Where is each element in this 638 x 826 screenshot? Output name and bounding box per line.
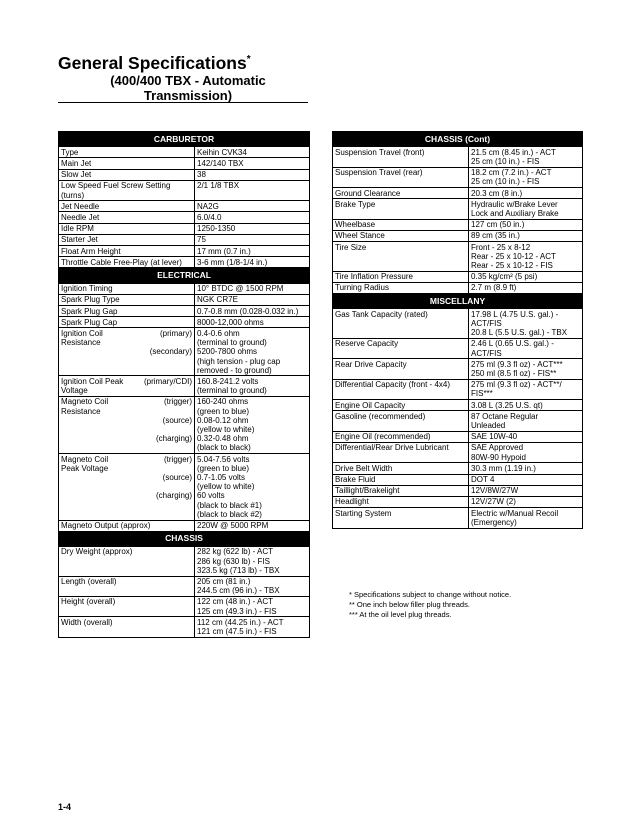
spec-value bbox=[469, 496, 583, 507]
spec-text: FIS*** bbox=[471, 389, 493, 399]
spec-row bbox=[333, 508, 583, 528]
spec-text: Main Jet bbox=[61, 158, 92, 168]
spec-text: 20.8 L (5.5 U.S. gal.) - TBX bbox=[471, 328, 568, 338]
spec-row bbox=[333, 411, 583, 431]
page-number: 1-4 bbox=[58, 802, 72, 812]
spec-value bbox=[195, 223, 310, 234]
spec-text: (black to black) bbox=[197, 443, 251, 453]
spec-value bbox=[195, 283, 310, 294]
spec-text: 127 cm (50 in.) bbox=[471, 220, 525, 230]
spec-value bbox=[195, 617, 310, 637]
spec-text: 275 ml (9.3 fl oz) - ACT*** bbox=[471, 359, 563, 369]
spec-text: 0.08-0.12 ohm bbox=[197, 415, 249, 425]
spec-text: (black to black #2) bbox=[197, 509, 262, 519]
spec-text: Suspension Travel (front) bbox=[335, 147, 425, 157]
spec-text: Rear - 25 x 10-12 - ACT bbox=[471, 251, 556, 261]
spec-row bbox=[333, 474, 583, 485]
section-heading-row bbox=[333, 294, 583, 309]
section-heading: CHASSIS bbox=[59, 531, 310, 546]
spec-text: ACT/FIS bbox=[471, 348, 502, 358]
spec-text: Headlight bbox=[335, 497, 369, 507]
title-footnote-mark: * bbox=[246, 54, 251, 65]
spec-text: Turning Radius bbox=[335, 283, 389, 293]
spec-row bbox=[59, 317, 310, 328]
spec-label bbox=[59, 246, 195, 257]
spec-label bbox=[333, 496, 469, 507]
spec-text: Resistance bbox=[61, 338, 101, 348]
spec-text: 75 bbox=[197, 235, 206, 245]
spec-row bbox=[59, 294, 310, 305]
spec-value bbox=[469, 338, 583, 358]
spec-value bbox=[469, 219, 583, 230]
spec-value bbox=[469, 271, 583, 282]
spec-row bbox=[333, 485, 583, 496]
spec-row bbox=[333, 282, 583, 293]
spec-text: Starting System bbox=[335, 508, 392, 518]
spec-text: (yellow to white) bbox=[197, 482, 255, 492]
spec-text: Drive Belt Width bbox=[335, 463, 393, 473]
spec-text: (high tension - plug cap bbox=[197, 356, 281, 366]
spec-label bbox=[59, 617, 195, 637]
spec-text: 25 cm (10 in.) - FIS bbox=[471, 156, 540, 166]
spec-label bbox=[59, 294, 195, 305]
spec-label bbox=[333, 400, 469, 411]
spec-row bbox=[59, 147, 310, 158]
spec-row bbox=[59, 201, 310, 212]
spec-text: Unleaded bbox=[471, 420, 506, 430]
spec-text: 122 cm (48 in.) - ACT bbox=[197, 597, 274, 607]
spec-value bbox=[195, 520, 310, 531]
spec-text: 38 bbox=[197, 170, 206, 180]
spec-row bbox=[59, 454, 310, 520]
spec-text: SAE Approved bbox=[471, 443, 524, 453]
page-title: General Specifications* bbox=[58, 52, 251, 73]
spec-value bbox=[195, 294, 310, 305]
spec-text: removed - to ground) bbox=[197, 365, 272, 375]
spec-value bbox=[195, 257, 310, 268]
spec-text: (Emergency) bbox=[471, 517, 517, 527]
spec-label bbox=[59, 257, 195, 268]
spec-label bbox=[333, 411, 469, 431]
spec-text: Differential Capacity (front - 4x4) bbox=[335, 380, 451, 390]
spec-value bbox=[195, 246, 310, 257]
spec-text: Rear Drive Capacity bbox=[335, 359, 407, 369]
spec-text: (source) bbox=[162, 473, 192, 482]
section-heading-row bbox=[59, 268, 310, 283]
spec-text: 205 cm (81 in.) bbox=[197, 577, 251, 587]
spec-text: ACT/FIS bbox=[471, 318, 502, 328]
spec-value bbox=[195, 576, 310, 596]
spec-text: Peak Voltage bbox=[61, 463, 109, 473]
spec-label bbox=[59, 180, 195, 200]
spec-text: Resistance bbox=[61, 406, 101, 416]
right-spec-table bbox=[332, 131, 583, 529]
spec-row bbox=[333, 400, 583, 411]
spec-text: Jet Needle bbox=[61, 201, 100, 211]
spec-value bbox=[469, 199, 583, 219]
spec-label bbox=[59, 576, 195, 596]
spec-row bbox=[59, 212, 310, 223]
spec-text: (terminal to ground) bbox=[197, 386, 267, 396]
spec-text: 89 cm (35 in.) bbox=[471, 231, 520, 241]
spec-text: 323.5 kg (713 lb) - TBX bbox=[197, 565, 280, 575]
left-spec-table bbox=[58, 131, 310, 638]
spec-text: 3.08 L (3.25 U.S. qt) bbox=[471, 400, 543, 410]
spec-text: Slow Jet bbox=[61, 170, 92, 180]
spec-text: Type bbox=[61, 147, 79, 157]
spec-value bbox=[469, 282, 583, 293]
spec-text: Tire Inflation Pressure bbox=[335, 272, 413, 282]
spec-value bbox=[469, 474, 583, 485]
spec-text: Wheel Stance bbox=[335, 231, 385, 241]
spec-label bbox=[333, 338, 469, 358]
spec-value bbox=[469, 400, 583, 411]
section-heading: MISCELLANY bbox=[333, 294, 583, 309]
spec-value bbox=[469, 359, 583, 379]
spec-row bbox=[333, 338, 583, 358]
spec-text: Ignition Timing bbox=[61, 284, 113, 294]
spec-text: Spark Plug Cap bbox=[61, 317, 118, 327]
spec-row bbox=[333, 147, 583, 167]
spec-label bbox=[59, 376, 195, 396]
spec-row bbox=[59, 376, 310, 396]
spec-value bbox=[469, 188, 583, 199]
spec-label bbox=[333, 485, 469, 496]
left-spec-body bbox=[59, 132, 310, 638]
spec-label bbox=[59, 283, 195, 294]
spec-text: 0.7-1.05 volts bbox=[197, 473, 246, 482]
spec-text: Keihin CVK34 bbox=[197, 147, 247, 157]
spec-label bbox=[59, 147, 195, 158]
spec-row bbox=[333, 230, 583, 241]
spec-text: Differential/Rear Drive Lubricant bbox=[335, 443, 449, 453]
spec-text: 0.4-0.6 ohm bbox=[197, 328, 240, 338]
spec-value bbox=[195, 158, 310, 169]
spec-text: Spark Plug Type bbox=[61, 295, 120, 305]
spec-text: 2/1 1/8 TBX bbox=[197, 181, 240, 191]
spec-label bbox=[59, 212, 195, 223]
spec-label bbox=[59, 520, 195, 531]
spec-text: Brake Type bbox=[335, 199, 376, 209]
spec-text: 275 ml (9.3 fl oz) - ACT**/ bbox=[471, 380, 562, 390]
spec-text: Rear - 25 x 10-12 - FIS bbox=[471, 260, 553, 270]
spec-label bbox=[333, 147, 469, 167]
spec-value bbox=[195, 328, 310, 376]
spec-label bbox=[333, 167, 469, 187]
spec-row bbox=[59, 283, 310, 294]
spec-label bbox=[59, 454, 195, 520]
spec-row bbox=[59, 576, 310, 596]
spec-text: 286 kg (630 lb) - FIS bbox=[197, 556, 270, 566]
spec-row bbox=[333, 242, 583, 272]
spec-text: 160-240 ohms bbox=[197, 397, 249, 407]
spec-value bbox=[469, 379, 583, 399]
spec-row bbox=[59, 234, 310, 245]
spec-text: Wheelbase bbox=[335, 220, 376, 230]
spec-text: Ignition Coil bbox=[61, 328, 103, 338]
spec-text: (green to blue) bbox=[197, 406, 250, 416]
spec-value bbox=[195, 317, 310, 328]
spec-label bbox=[59, 396, 195, 453]
spec-row bbox=[333, 167, 583, 187]
spec-value bbox=[195, 234, 310, 245]
spec-text: 10° BTDC @ 1500 RPM bbox=[197, 284, 284, 294]
spec-value bbox=[195, 454, 310, 520]
spec-value bbox=[469, 485, 583, 496]
spec-label bbox=[59, 169, 195, 180]
spec-row bbox=[59, 596, 310, 616]
section-heading: CHASSIS (Cont) bbox=[333, 132, 583, 147]
spec-text: 12V/8W/27W bbox=[471, 486, 519, 496]
spec-value bbox=[469, 431, 583, 442]
spec-text: (trigger) bbox=[163, 397, 192, 407]
spec-label bbox=[59, 306, 195, 317]
spec-value bbox=[469, 147, 583, 167]
spec-label bbox=[59, 201, 195, 212]
footnote: *** At the oil level plug threads. bbox=[349, 610, 452, 619]
spec-text: 0.32-0.48 ohm bbox=[197, 434, 249, 444]
spec-text: (charging) bbox=[155, 434, 192, 444]
spec-row bbox=[333, 379, 583, 399]
spec-text: Engine Oil (recommended) bbox=[335, 432, 431, 442]
spec-text: Needle Jet bbox=[61, 212, 100, 222]
spec-value bbox=[469, 411, 583, 431]
spec-text: Low Speed Fuel Screw Setting (turns) bbox=[61, 181, 171, 200]
spec-text: Gasoline (recommended) bbox=[335, 411, 426, 421]
spec-value bbox=[469, 242, 583, 272]
spec-value bbox=[195, 596, 310, 616]
spec-value bbox=[195, 212, 310, 223]
spec-text: 282 kg (622 lb) - ACT bbox=[197, 547, 274, 557]
spec-label bbox=[333, 309, 469, 339]
spec-row bbox=[333, 496, 583, 507]
spec-row bbox=[59, 617, 310, 637]
spec-text: (charging) bbox=[155, 491, 192, 501]
spec-label bbox=[59, 234, 195, 245]
spec-label bbox=[59, 596, 195, 616]
spec-text: Length (overall) bbox=[61, 577, 117, 587]
spec-text: 112 cm (44.25 in.) - ACT bbox=[197, 617, 284, 627]
spec-text: Width (overall) bbox=[61, 617, 113, 627]
spec-row bbox=[59, 328, 310, 376]
spec-text: 12V/27W (2) bbox=[471, 497, 516, 507]
spec-text: 2.7 m (8.9 ft) bbox=[471, 283, 517, 293]
spec-value bbox=[195, 169, 310, 180]
page-subtitle: (400/400 TBX - Automatic Transmission) bbox=[110, 72, 266, 103]
spec-text: 80W-90 Hypoid bbox=[471, 452, 526, 462]
spec-label bbox=[333, 431, 469, 442]
spec-text: Tire Size bbox=[335, 242, 367, 252]
title-rule bbox=[58, 102, 308, 103]
section-heading-row bbox=[333, 132, 583, 147]
spec-text: Brake Fluid bbox=[335, 475, 376, 484]
spec-row bbox=[333, 199, 583, 219]
spec-label bbox=[333, 379, 469, 399]
spec-label bbox=[59, 546, 195, 576]
spec-text: Throttle Cable Free-Play (at lever) bbox=[61, 257, 182, 267]
spec-row bbox=[59, 546, 310, 576]
spec-value bbox=[195, 180, 310, 200]
spec-text: 0.7-0.8 mm (0.028-0.032 in.) bbox=[197, 306, 299, 316]
spec-text: (secondary) bbox=[149, 347, 192, 357]
spec-text: (source) bbox=[162, 415, 192, 425]
spec-label bbox=[333, 230, 469, 241]
spec-text: Lock and Auxiliary Brake bbox=[471, 208, 559, 218]
spec-text: (green to blue) bbox=[197, 463, 250, 473]
spec-value bbox=[469, 508, 583, 528]
spec-text: (yellow to white) bbox=[197, 424, 255, 434]
spec-text: 160.8-241.2 volts bbox=[197, 376, 259, 386]
spec-row bbox=[59, 520, 310, 531]
title-block bbox=[58, 50, 308, 103]
spec-row bbox=[59, 396, 310, 453]
spec-text: 250 ml (8.5 fl oz) - FIS** bbox=[471, 368, 557, 378]
spec-label bbox=[333, 508, 469, 528]
section-heading-row bbox=[59, 132, 310, 147]
footnote: * Specifications subject to change without notice. bbox=[349, 590, 512, 599]
spec-text: Gas Tank Capacity (rated) bbox=[335, 309, 428, 319]
spec-text: 20.3 cm (8 in.) bbox=[471, 188, 523, 198]
spec-row bbox=[59, 169, 310, 180]
spec-label bbox=[59, 317, 195, 328]
spec-text: Taillight/Brakelight bbox=[335, 486, 400, 496]
spec-text: Hydraulic w/Brake Lever bbox=[471, 199, 558, 209]
spec-text: Height (overall) bbox=[61, 597, 116, 607]
spec-text: Ground Clearance bbox=[335, 188, 401, 198]
spec-label bbox=[333, 219, 469, 230]
spec-text: 17.98 L (4.75 U.S. gal.) - bbox=[471, 309, 559, 319]
spec-text: Magneto Coil bbox=[61, 454, 109, 464]
section-heading-row bbox=[59, 531, 310, 546]
spec-text: 142/140 TBX bbox=[197, 158, 244, 168]
spec-text: 6.0/4.0 bbox=[197, 212, 222, 222]
spec-text: (trigger) bbox=[163, 454, 192, 464]
spec-text: 0.35 kg/cm² (5 psi) bbox=[471, 272, 538, 282]
spec-text: (black to black #1) bbox=[197, 500, 262, 510]
spec-text: 1250-1350 bbox=[197, 224, 236, 234]
footnotes bbox=[349, 590, 511, 620]
spec-value bbox=[469, 167, 583, 187]
spec-label bbox=[333, 474, 469, 485]
spec-row bbox=[333, 271, 583, 282]
spec-text: (primary) bbox=[160, 328, 192, 338]
spec-text: 5.04-7.56 volts bbox=[197, 454, 250, 464]
spec-text: 3-6 mm (1/8-1/4 in.) bbox=[197, 257, 268, 267]
spec-text: 244.5 cm (96 in.) - TBX bbox=[197, 586, 280, 596]
spec-value bbox=[195, 147, 310, 158]
spec-row bbox=[333, 442, 583, 462]
spec-label bbox=[333, 242, 469, 272]
spec-row bbox=[333, 309, 583, 339]
spec-text: 87 Octane Regular bbox=[471, 411, 539, 421]
spec-text: Float Arm Height bbox=[61, 246, 121, 256]
spec-text: 25 cm (10 in.) - FIS bbox=[471, 177, 540, 187]
spec-label bbox=[333, 359, 469, 379]
spec-text: 125 cm (49.3 in.) - FIS bbox=[197, 606, 277, 616]
spec-label bbox=[59, 328, 195, 376]
spec-text: 18.2 cm (7.2 in.) - ACT bbox=[471, 168, 552, 178]
spec-row bbox=[333, 219, 583, 230]
spec-row bbox=[59, 180, 310, 200]
spec-text: 121 cm (47.5 in.) - FIS bbox=[197, 627, 277, 637]
spec-text: Electric w/Manual Recoil bbox=[471, 508, 559, 518]
spec-value bbox=[469, 442, 583, 462]
spec-value bbox=[195, 201, 310, 212]
spec-text: NGK CR7E bbox=[197, 295, 238, 305]
spec-label bbox=[333, 188, 469, 199]
spec-row bbox=[59, 246, 310, 257]
spec-text: (primary/CDI) bbox=[144, 376, 192, 386]
spec-label bbox=[59, 158, 195, 169]
spec-text: 60 volts bbox=[197, 491, 225, 501]
spec-text: DOT 4 bbox=[471, 475, 495, 484]
spec-value bbox=[195, 396, 310, 453]
spec-text: Suspension Travel (rear) bbox=[335, 168, 423, 178]
spec-text: 8000-12,000 ohms bbox=[197, 317, 264, 327]
spec-row bbox=[333, 431, 583, 442]
spec-text: Front - 25 x 8-12 bbox=[471, 242, 531, 252]
spec-value bbox=[469, 309, 583, 339]
spec-text: 220W @ 5000 RPM bbox=[197, 521, 269, 531]
spec-row bbox=[59, 158, 310, 169]
right-spec-body bbox=[333, 132, 583, 529]
spec-text: 2.46 L (0.65 U.S. gal.) - bbox=[471, 339, 554, 349]
spec-label bbox=[333, 442, 469, 462]
spec-text: Spark Plug Gap bbox=[61, 306, 118, 316]
spec-value bbox=[469, 230, 583, 241]
spec-text: Voltage bbox=[61, 386, 88, 396]
spec-label bbox=[333, 199, 469, 219]
section-heading: ELECTRICAL bbox=[59, 268, 310, 283]
spec-row bbox=[333, 359, 583, 379]
spec-text: 30.3 mm (1.19 in.) bbox=[471, 463, 536, 473]
spec-value bbox=[469, 463, 583, 474]
spec-row bbox=[333, 463, 583, 474]
spec-label bbox=[333, 271, 469, 282]
spec-text: 5200-7800 ohms bbox=[197, 347, 258, 357]
spec-value bbox=[195, 546, 310, 576]
spec-text: Ignition Coil Peak bbox=[61, 376, 124, 386]
spec-text: Starter Jet bbox=[61, 235, 98, 245]
spec-row bbox=[333, 188, 583, 199]
spec-row bbox=[59, 257, 310, 268]
spec-text: Reserve Capacity bbox=[335, 339, 399, 349]
spec-row bbox=[59, 223, 310, 234]
spec-text: Engine Oil Capacity bbox=[335, 400, 406, 410]
spec-value bbox=[195, 306, 310, 317]
footnote: ** One inch below filler plug threads. bbox=[349, 600, 470, 609]
spec-text: Magneto Coil bbox=[61, 397, 109, 407]
spec-text: (terminal to ground) bbox=[197, 338, 267, 348]
spec-text: SAE 10W-40 bbox=[471, 432, 518, 442]
spec-row bbox=[59, 306, 310, 317]
spec-text: Dry Weight (approx) bbox=[61, 547, 133, 557]
section-heading: CARBURETOR bbox=[59, 132, 310, 147]
spec-value bbox=[195, 376, 310, 396]
spec-text: Idle RPM bbox=[61, 224, 94, 234]
spec-label bbox=[333, 282, 469, 293]
spec-text: 17 mm (0.7 in.) bbox=[197, 246, 251, 256]
spec-label bbox=[333, 463, 469, 474]
spec-text: 21.5 cm (8.45 in.) - ACT bbox=[471, 147, 556, 157]
spec-label bbox=[59, 223, 195, 234]
spec-text: Magneto Output (approx) bbox=[61, 521, 151, 531]
spec-text: NA2G bbox=[197, 201, 219, 211]
